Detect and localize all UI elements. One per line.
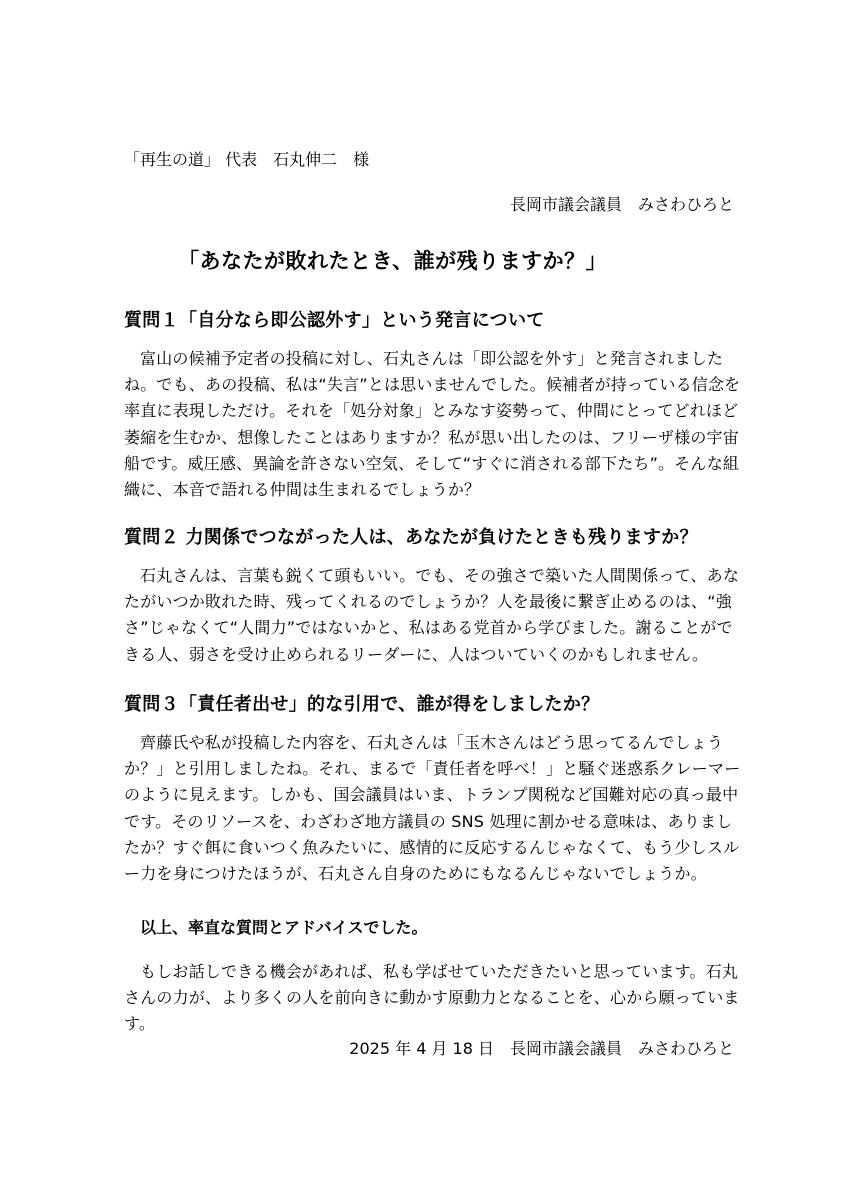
question-body-3: 齊藤氏や私が投稿した内容を、石丸さんは「玉木さんはどう思ってるんでしょうか？」と引用しましたね。それ、まるで「責任者を呼べ！」と騒ぐ迷惑系クレーマーのように見えます。しかも、国会議員はいま、トランプ関税など国難対応の真っ最中です。そのリソースを、わざわざ地方議員の SNS 処理に割かせる意味は、ありましたか？すぐ餌に食いつく魚みたいに、感情的に反応するんじゃなくて、もう少しスルー力を身につけたほうが、石丸さん自身のためにもなるんじゃないでしょうか。 xyxy=(124,733,741,884)
final-paragraph: もしお話しできる機会があれば、私も学ばせていただきたいと思っています。石丸さんの力が、より多くの人を前向きに動かす原動力となることを、心から願っています。 xyxy=(124,962,740,1034)
question-section-3 xyxy=(124,690,744,887)
letter-title: 「あなたが敗れたとき、誰が残りますか？」 xyxy=(178,249,608,273)
question-heading-3: 質問３「責任者出せ」的な引用で、誰が得をしましたか？ xyxy=(124,694,600,715)
sender-line: 長岡市議会議員 みさわひろと xyxy=(509,195,734,214)
question-heading-1: 質問１「自分なら即公認外す」という発言について xyxy=(124,310,545,331)
question-section-1 xyxy=(124,306,744,503)
signature-line: 2025 年 4 月 18 日 長岡市議会議員 みさわひろと xyxy=(349,1039,734,1058)
closing-line: 以上、率直な質問とアドバイスでした。 xyxy=(140,918,428,937)
question-section-2 xyxy=(124,523,744,668)
question-heading-2: 質問２ 力関係でつながった人は、あなたが負けたときも残りますか？ xyxy=(124,527,698,548)
question-body-1: 富山の候補予定者の投稿に対し、石丸さんは「即公認を外す」と発言されましたね。でも、あの投稿、私は“失言”とは思いませんでした。候補者が持っている信念を率直に表現しただけ。それを「処分対象」とみなす姿勢って、仲間にとってどれほど萎縮を生むか、想像したことはありますか？私が思い出したのは、フリーザ様の宇宙船です。威圧感、異論を許さない空気、そして“すぐに消される部下たち”。そんな組織に、本音で語れる仲間は生まれるでしょうか？ xyxy=(124,349,741,500)
question-body-2: 石丸さんは、言葉も鋭くて頭もいい。でも、その強さで築いた人間関係って、あなたがいつか敗れた時、残ってくれるのでしょうか？人を最後に繋ぎ止めるのは、“強さ”じゃなくて“人間力”ではないかと、私はある党首から学びました。謝ることができる人、弱さを受け止められるリーダーに、人はついていくのかもしれません。 xyxy=(124,566,740,664)
addressee-line: 「再生の道」 代表 石丸伸二 様 xyxy=(124,150,370,169)
